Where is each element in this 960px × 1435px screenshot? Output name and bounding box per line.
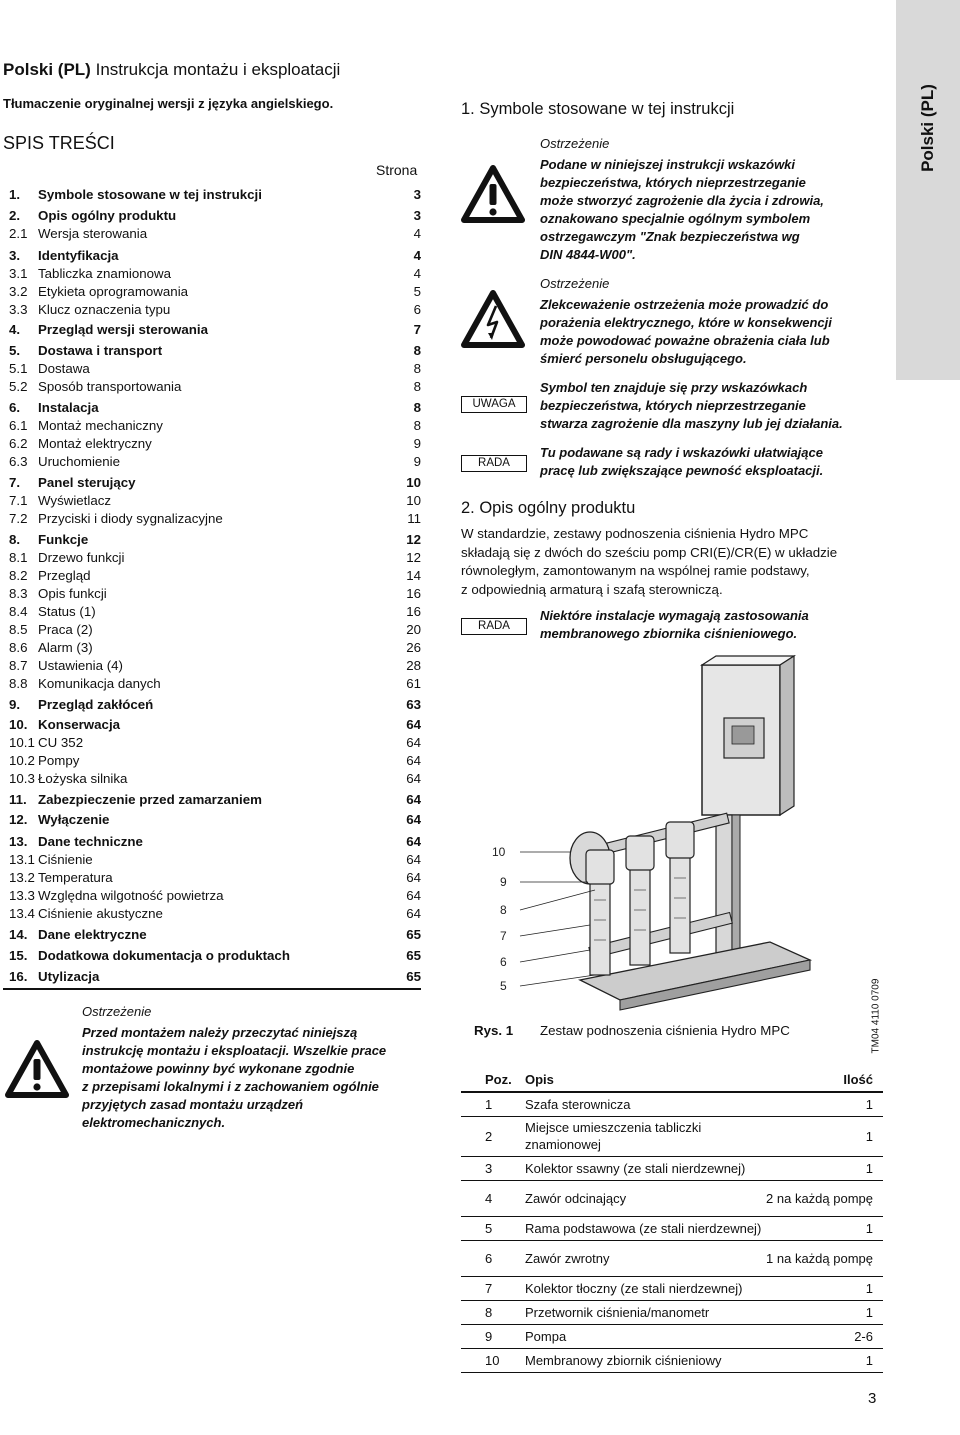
toc-entry bbox=[9, 492, 421, 510]
toc-entry-title: Status (1) bbox=[38, 604, 96, 619]
toc-entry-page: 8 bbox=[413, 418, 421, 433]
title-language: Polski (PL) bbox=[3, 60, 91, 79]
toc-entry-number: 10. bbox=[9, 717, 28, 732]
toc-entry bbox=[9, 752, 421, 770]
toc-entry-page: 64 bbox=[406, 870, 421, 885]
toc-entry-title: Alarm (3) bbox=[38, 640, 93, 655]
table-row bbox=[461, 1324, 883, 1348]
toc-entry-number: 8.7 bbox=[9, 658, 28, 673]
cell-desc: Membranowy zbiornik ciśnieniowy bbox=[525, 1348, 763, 1372]
toc-entry bbox=[9, 549, 421, 567]
toc-entry-number: 13. bbox=[9, 834, 28, 849]
toc-entry-title: Wersja sterowania bbox=[38, 226, 148, 241]
figure-callout: 8 bbox=[500, 903, 507, 917]
toc-entry-title: CU 352 bbox=[38, 735, 84, 750]
toc-heading: SPIS TREŚCI bbox=[3, 133, 115, 153]
toc-entry-title: Klucz oznaczenia typu bbox=[38, 302, 171, 317]
toc-entry-title: Konserwacja bbox=[38, 717, 121, 732]
toc-entry-title: Tabliczka znamionowa bbox=[38, 266, 172, 281]
toc-entry-number: 1. bbox=[9, 187, 21, 202]
toc-entry bbox=[9, 207, 421, 225]
toc-entry-title: Drzewo funkcji bbox=[38, 550, 125, 565]
toc-entry bbox=[9, 968, 421, 986]
toc-entry-page: 65 bbox=[406, 948, 421, 963]
toc-entry-number: 8. bbox=[9, 532, 21, 547]
toc-entry-title: Identyfikacja bbox=[38, 248, 119, 263]
toc-entry-page: 7 bbox=[413, 322, 421, 337]
toc-entry-title: Opis ogólny produktu bbox=[38, 208, 177, 223]
toc-entry-page: 64 bbox=[406, 888, 421, 903]
toc-entry bbox=[9, 474, 421, 492]
toc-entry-page: 64 bbox=[406, 812, 421, 827]
cell-desc: Kolektor tłoczny (ze stali nierdzewnej) bbox=[525, 1276, 763, 1300]
toc-entry-number: 13.4 bbox=[9, 906, 35, 921]
col-header-pos: Poz. bbox=[461, 1067, 525, 1092]
toc-entry-page: 28 bbox=[406, 658, 421, 673]
rada-text: Tu podawane są rady i wskazówki ułatwiające pracę lub zwiększające pewność eksploatacji. bbox=[540, 445, 824, 478]
cell-qty: 1 bbox=[763, 1276, 883, 1300]
toc-entry-number: 5. bbox=[9, 343, 21, 358]
toc-entry bbox=[9, 283, 421, 301]
toc-entry-number: 13.3 bbox=[9, 888, 35, 903]
toc-entry-page: 8 bbox=[413, 361, 421, 376]
toc-entry bbox=[9, 301, 421, 319]
title-text: Instrukcja montażu i eksploatacji bbox=[95, 60, 341, 79]
toc-entry-title: Uruchomienie bbox=[38, 454, 121, 469]
cell-desc: Miejsce umieszczenia tabliczki znamionowej bbox=[525, 1116, 763, 1156]
toc-entry-number: 3.3 bbox=[9, 302, 28, 317]
toc-entry bbox=[9, 621, 421, 639]
toc-entry-page: 3 bbox=[413, 208, 421, 223]
toc-entry-number: 10.1 bbox=[9, 735, 35, 750]
toc-entry-title: Wyłączenie bbox=[38, 812, 110, 827]
toc-entry-page: 4 bbox=[413, 226, 421, 241]
cell-pos: 9 bbox=[461, 1324, 525, 1348]
toc-entry-page: 20 bbox=[406, 622, 421, 637]
toc-entry-title: Dane elektryczne bbox=[38, 927, 147, 942]
cell-desc: Zawór odcinający bbox=[525, 1180, 763, 1216]
toc-entry-number: 7.1 bbox=[9, 493, 28, 508]
toc-entry-page: 64 bbox=[406, 735, 421, 750]
toc-entry bbox=[9, 417, 421, 435]
toc-entry-page: 8 bbox=[413, 379, 421, 394]
toc-entry bbox=[9, 716, 421, 734]
toc-entry-page: 64 bbox=[406, 906, 421, 921]
toc-entry bbox=[9, 603, 421, 621]
toc-entry-title: Symbole stosowane w tej instrukcji bbox=[38, 187, 262, 202]
toc-entry-page: 65 bbox=[406, 969, 421, 984]
toc-entry-number: 5.1 bbox=[9, 361, 28, 376]
toc-entry bbox=[9, 453, 421, 471]
cell-desc: Szafa sterownicza bbox=[525, 1092, 763, 1116]
toc-entry bbox=[9, 734, 421, 752]
toc-entry bbox=[9, 531, 421, 549]
toc-entry-number: 7. bbox=[9, 475, 21, 490]
cell-desc: Przetwornik ciśnienia/manometr bbox=[525, 1300, 763, 1324]
toc-entry-number: 8.3 bbox=[9, 586, 28, 601]
table-row bbox=[461, 1276, 883, 1300]
figure-caption-label: Rys. 1 bbox=[474, 1023, 514, 1038]
toc-entry bbox=[9, 851, 421, 869]
toc-entry-page: 61 bbox=[406, 676, 421, 691]
toc-entry-page: 5 bbox=[413, 284, 421, 299]
toc-entry-title: Temperatura bbox=[38, 870, 113, 885]
toc-entry bbox=[9, 770, 421, 788]
language-side-tab bbox=[896, 0, 960, 380]
toc-entry-number: 15. bbox=[9, 948, 28, 963]
toc-entry-number: 3.1 bbox=[9, 266, 28, 281]
toc-entry-number: 9. bbox=[9, 697, 21, 712]
toc-entry-number: 8.5 bbox=[9, 622, 28, 637]
table-row bbox=[461, 1116, 883, 1156]
toc-entry-page: 64 bbox=[406, 753, 421, 768]
toc-entry-title: Wyświetlacz bbox=[38, 493, 112, 508]
cell-qty: 1 bbox=[763, 1116, 883, 1156]
rada-tag: RADA bbox=[461, 455, 527, 472]
section-1-heading: 1. Symbole stosowane w tej instrukcji bbox=[461, 100, 735, 118]
cell-pos: 8 bbox=[461, 1300, 525, 1324]
cell-desc: Rama podstawowa (ze stali nierdzewnej) bbox=[525, 1216, 763, 1240]
parts-table bbox=[461, 1067, 883, 1373]
toc-entry-number: 11. bbox=[9, 792, 27, 807]
cell-qty: 1 bbox=[763, 1300, 883, 1324]
toc-entry-number: 3.2 bbox=[9, 284, 28, 299]
toc-entry-page: 3 bbox=[413, 187, 421, 202]
toc-entry-title: Dodatkowa dokumentacja o produktach bbox=[38, 948, 290, 963]
toc-entry-title: Łożyska silnika bbox=[38, 771, 128, 786]
section-2-body: W standardzie, zestawy podnoszenia ciśnienia Hydro MPC składają się z dwóch do sześciu pomp CRI(E)/CR(E) w układzie równoległym, zamontowanym na wspólnej ramie podstawy, z odpowiednią armaturą i szafą sterowniczą. bbox=[461, 526, 838, 597]
toc-entry-page: 26 bbox=[406, 640, 421, 655]
toc-entry-title: Instalacja bbox=[38, 400, 99, 415]
toc-entry-number: 6. bbox=[9, 400, 21, 415]
table-row bbox=[461, 1216, 883, 1240]
toc-entry bbox=[9, 657, 421, 675]
toc-entry-title: Komunikacja danych bbox=[38, 676, 161, 691]
toc-entry-page: 10 bbox=[406, 493, 421, 508]
figure-caption-text: Zestaw podnoszenia ciśnienia Hydro MPC bbox=[540, 1023, 790, 1038]
toc-entry-number: 8.2 bbox=[9, 568, 28, 583]
cell-pos: 3 bbox=[461, 1156, 525, 1180]
hydro-mpc-illustration bbox=[470, 650, 890, 1020]
toc-entry bbox=[9, 360, 421, 378]
cell-qty: 2-6 bbox=[763, 1324, 883, 1348]
figure-callout: 6 bbox=[500, 955, 507, 969]
toc-entry bbox=[9, 833, 421, 851]
toc-entry-page: 16 bbox=[406, 586, 421, 601]
toc-entry-title: Montaż mechaniczny bbox=[38, 418, 163, 433]
toc-entry bbox=[9, 510, 421, 528]
cell-qty: 2 na każdą pompę bbox=[763, 1180, 883, 1216]
cell-qty: 1 bbox=[763, 1092, 883, 1116]
toc-entry-title: Zabezpieczenie przed zamarzaniem bbox=[38, 792, 262, 807]
cell-qty: 1 na każdą pompę bbox=[763, 1240, 883, 1276]
toc-entry-title: Panel sterujący bbox=[38, 475, 136, 490]
toc-entry-title: Przegląd wersji sterowania bbox=[38, 322, 208, 337]
toc-entry-page: 64 bbox=[406, 792, 421, 807]
toc-entry-page: 64 bbox=[406, 717, 421, 732]
toc-entry-number: 6.1 bbox=[9, 418, 28, 433]
page-number: 3 bbox=[868, 1390, 877, 1407]
cell-desc: Pompa bbox=[525, 1324, 763, 1348]
toc-entry-page: 12 bbox=[406, 550, 421, 565]
toc-entry-page: 16 bbox=[406, 604, 421, 619]
cell-desc: Kolektor ssawny (ze stali nierdzewnej) bbox=[525, 1156, 763, 1180]
figure-callout: 9 bbox=[500, 875, 507, 889]
cell-qty: 1 bbox=[763, 1216, 883, 1240]
toc-entry bbox=[9, 791, 421, 809]
toc-entry-number: 8.1 bbox=[9, 550, 28, 565]
toc-entry-number: 2. bbox=[9, 208, 21, 223]
toc-entry-page: 8 bbox=[413, 343, 421, 358]
toc-entry bbox=[9, 887, 421, 905]
toc-entry-number: 2.1 bbox=[9, 226, 28, 241]
cell-pos: 4 bbox=[461, 1180, 525, 1216]
cell-pos: 10 bbox=[461, 1348, 525, 1372]
electric-hazard-icon bbox=[461, 290, 525, 348]
warning1-label: Ostrzeżenie bbox=[540, 136, 610, 151]
toc-entry-title: Ciśnienie akustyczne bbox=[38, 906, 163, 921]
cell-qty: 1 bbox=[763, 1348, 883, 1372]
cell-desc: Zawór zwrotny bbox=[525, 1240, 763, 1276]
cell-pos: 2 bbox=[461, 1116, 525, 1156]
toc-entry-number: 6.3 bbox=[9, 454, 28, 469]
toc-entry-number: 5.2 bbox=[9, 379, 28, 394]
toc-entry bbox=[9, 947, 421, 965]
toc-entry bbox=[9, 675, 421, 693]
toc-entry-number: 14. bbox=[9, 927, 28, 942]
toc-entry-page: 64 bbox=[406, 852, 421, 867]
toc-entry bbox=[9, 905, 421, 923]
toc-entry-title: Sposób transportowania bbox=[38, 379, 182, 394]
toc-entry bbox=[9, 639, 421, 657]
cell-qty: 1 bbox=[763, 1156, 883, 1180]
toc-entry bbox=[9, 435, 421, 453]
toc-entry-page: 65 bbox=[406, 927, 421, 942]
table-row bbox=[461, 1240, 883, 1276]
toc-entry-page: 4 bbox=[413, 248, 421, 263]
table-row bbox=[461, 1348, 883, 1372]
toc-entry-title: Ciśnienie bbox=[38, 852, 93, 867]
toc-entry-page: 4 bbox=[413, 266, 421, 281]
figure-callout: 10 bbox=[492, 845, 506, 859]
toc-entry-title: Montaż elektryczny bbox=[38, 436, 152, 451]
warning1-text: Podane w niniejszej instrukcji wskazówki bezpieczeństwa, których nieprzestrzeganie może stworzyć zagrożenie dla życia i zdrowia, oznakowano specjalnie ogólnym symbolem ostrzegawczym "Znak bezpieczeństwa wg DIN 4844-W00". bbox=[540, 157, 824, 262]
col-header-qty: Ilość bbox=[763, 1067, 883, 1092]
warning-triangle-icon bbox=[461, 165, 525, 223]
toc-entry-number: 10.3 bbox=[9, 771, 35, 786]
toc-entry bbox=[9, 342, 421, 360]
toc-entry bbox=[9, 811, 421, 829]
toc-entry-page: 14 bbox=[406, 568, 421, 583]
toc-entry-number: 6.2 bbox=[9, 436, 28, 451]
toc-divider bbox=[3, 988, 421, 990]
toc-entry-page: 11 bbox=[407, 511, 421, 526]
warning-triangle-icon bbox=[5, 1040, 69, 1098]
rada-tag: RADA bbox=[461, 618, 527, 635]
cell-pos: 1 bbox=[461, 1092, 525, 1116]
toc-entry-number: 13.2 bbox=[9, 870, 35, 885]
toc-entry-page: 9 bbox=[413, 436, 421, 451]
left-warning-label: Ostrzeżenie bbox=[82, 1004, 152, 1019]
toc-entry-number: 13.1 bbox=[9, 852, 35, 867]
section-2-heading: 2. Opis ogólny produktu bbox=[461, 499, 636, 517]
toc-entry-page: 8 bbox=[413, 400, 421, 415]
section-2-rada-text: Niektóre instalacje wymagają zastosowania membranowego zbiornika ciśnieniowego. bbox=[540, 608, 809, 641]
warning2-label: Ostrzeżenie bbox=[540, 276, 610, 291]
toc-entry-page: 6 bbox=[413, 302, 421, 317]
toc-entry-title: Etykieta oprogramowania bbox=[38, 284, 189, 299]
toc-entry-title: Przyciski i diody sygnalizacyjne bbox=[38, 511, 223, 526]
toc-entry-title: Utylizacja bbox=[38, 969, 100, 984]
toc-entry-title: Praca (2) bbox=[38, 622, 93, 637]
toc-entry-page: 64 bbox=[406, 834, 421, 849]
cell-pos: 7 bbox=[461, 1276, 525, 1300]
table-row bbox=[461, 1180, 883, 1216]
toc-entry-page: 63 bbox=[406, 697, 421, 712]
cell-pos: 6 bbox=[461, 1240, 525, 1276]
toc-entry bbox=[9, 186, 421, 204]
toc-entry-number: 3. bbox=[9, 248, 21, 263]
toc-page-label: Strona bbox=[376, 162, 418, 178]
toc-entry-page: 10 bbox=[406, 475, 421, 490]
toc-entry-title: Dostawa i transport bbox=[38, 343, 163, 358]
toc-entry-number: 8.6 bbox=[9, 640, 28, 655]
uwaga-tag: UWAGA bbox=[461, 396, 527, 413]
toc-entry-title: Przegląd zakłóceń bbox=[38, 697, 154, 712]
cell-pos: 5 bbox=[461, 1216, 525, 1240]
document-title bbox=[3, 60, 340, 80]
toc-entry-title: Względna wilgotność powietrza bbox=[38, 888, 224, 903]
toc-entry bbox=[9, 567, 421, 585]
toc-entry-page: 12 bbox=[406, 532, 421, 547]
toc-entry-title: Pompy bbox=[38, 753, 80, 768]
toc-entry-number: 4. bbox=[9, 322, 21, 337]
toc-entry-title: Ustawienia (4) bbox=[38, 658, 123, 673]
toc-entry-page: 64 bbox=[406, 771, 421, 786]
toc-entry bbox=[9, 321, 421, 339]
toc-entry-number: 10.2 bbox=[9, 753, 35, 768]
toc-entry-title: Funkcje bbox=[38, 532, 89, 547]
figure-code: TM04 4110 0709 bbox=[870, 978, 882, 1054]
figure-callout: 5 bbox=[500, 979, 507, 993]
toc-entry bbox=[9, 225, 421, 243]
table-row bbox=[461, 1300, 883, 1324]
document-subtitle: Tłumaczenie oryginalnej wersji z języka angielskiego. bbox=[3, 96, 334, 111]
toc-entry-title: Opis funkcji bbox=[38, 586, 107, 601]
toc-entry bbox=[9, 378, 421, 396]
toc-entry-number: 7.2 bbox=[9, 511, 28, 526]
toc-entry-number: 8.4 bbox=[9, 604, 28, 619]
toc-entry-number: 16. bbox=[9, 969, 28, 984]
toc-entry-number: 12. bbox=[9, 812, 28, 827]
toc-entry-number: 8.8 bbox=[9, 676, 28, 691]
toc-entry bbox=[9, 869, 421, 887]
toc-entry bbox=[9, 247, 421, 265]
figure-callout: 7 bbox=[500, 929, 507, 943]
table-row bbox=[461, 1156, 883, 1180]
toc-entry bbox=[9, 926, 421, 944]
left-warning-text: Przed montażem należy przeczytać niniejszą instrukcję montażu i eksploatacji. Wszelkie prace montażowe powinny być wykonane zgodnie z przepisami lokalnymi i z zachowaniem ogólnie przyjętych zasad montażu urządzeń elektromechanicznych. bbox=[82, 1025, 387, 1130]
uwaga-text: Symbol ten znajduje się przy wskazówkach bezpieczeństwa, których nieprzestrzeganie stwarza zagrożenie dla maszyny lub jej działania. bbox=[540, 380, 843, 431]
toc-entry bbox=[9, 585, 421, 603]
toc-entry bbox=[9, 265, 421, 283]
warning2-text: Zlekceważenie ostrzeżenia może prowadzić do porażenia elektrycznego, które w konsekwencji może powodować poważne obrażenia ciała lub śmierć personelu obsługującego. bbox=[540, 297, 832, 366]
table-header-row bbox=[461, 1067, 883, 1092]
side-tab-label: Polski (PL) bbox=[918, 84, 937, 172]
toc-entry bbox=[9, 696, 421, 714]
toc-entry-title: Dostawa bbox=[38, 361, 90, 376]
toc-entry-title: Dane techniczne bbox=[38, 834, 143, 849]
toc-entry-title: Przegląd bbox=[38, 568, 91, 583]
toc-entry bbox=[9, 399, 421, 417]
col-header-desc: Opis bbox=[525, 1067, 763, 1092]
table-row bbox=[461, 1092, 883, 1116]
toc-entry-page: 9 bbox=[413, 454, 421, 469]
